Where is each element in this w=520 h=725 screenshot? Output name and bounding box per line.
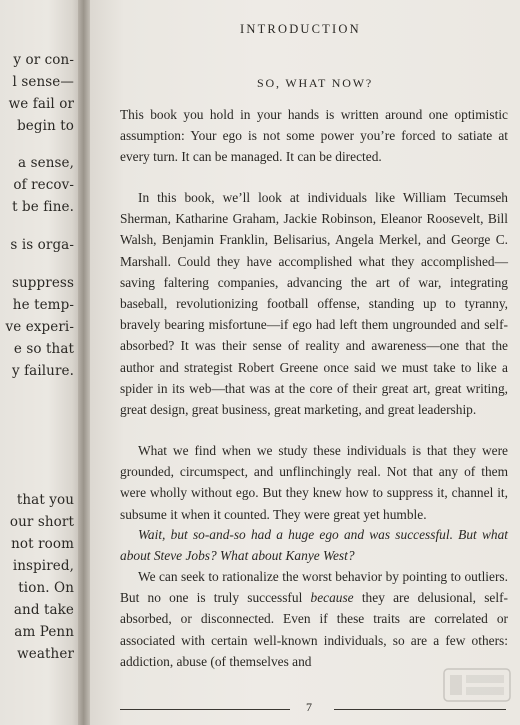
left-page-line: e so that [13, 341, 74, 357]
left-page-line: inspired, [12, 558, 74, 574]
left-page-line: am Penn [14, 624, 74, 640]
left-page-line: of recov- [13, 177, 74, 193]
paragraph-2: In this book, we’ll look at individuals like William Tecumseh Sherman, Katharine Graham, Jackie Robinson, Eleanor Roosevelt, Bill Walsh, Benjamin Franklin, Belisarius, Angela Merkel, and George C. Marshall. Could they have accomplished what they accomplished—saving faltering companies, advancing the art of war, integrating baseball, revolutionizing football offense, standing up to tyranny, bravely bearing misfortune—if ego had left them ungrounded and self-absorbed? It was their sense of reality and awareness—one that the author and strategist Robert Greene once said we must take to like a spider in its web—that was at the core of their great art, great writing, great design, great business, great marketing, and great leadership. [120, 190, 508, 418]
left-page-line: t be fine. [12, 199, 74, 215]
left-page-line: and take [13, 602, 74, 618]
paragraph-4 [120, 524, 508, 566]
watermark-stamp-icon [442, 665, 512, 705]
left-page-line: y or con- [13, 52, 74, 68]
left-page [0, 0, 80, 725]
left-page-line: he temp- [12, 297, 74, 313]
left-page-line: a sense, [18, 155, 74, 171]
paragraph-1: This book you hold in your hands is written around one optimistic assumption: Your ego is not some power you’re forced to satiate at every turn. It can be managed. It can be directed. [120, 107, 508, 165]
left-page-line: begin to [17, 118, 74, 134]
left-page-line: that you [16, 492, 74, 508]
paragraph-5 [120, 566, 508, 672]
paragraph-5-end: they are delusional, self-absorbed, or disconnected. Even if these traits are correlated or associated with certain well-known individuals, so are a few others: addiction, abuse (of themselves and [120, 590, 508, 669]
left-page-line: we fail or [8, 96, 74, 112]
paragraph-5-emphasis: because [310, 590, 354, 606]
left-page-line: tion. On [18, 580, 74, 596]
footer-rule-left [120, 709, 290, 710]
left-page-line: l sense— [12, 74, 74, 90]
running-head: INTRODUCTION [240, 22, 361, 36]
left-page-line: ve experi- [5, 319, 74, 335]
left-page-line: our short [9, 514, 74, 530]
left-page-line: not room [11, 536, 74, 552]
section-title: SO, WHAT NOW? [257, 76, 373, 90]
left-page-line: s is orga- [10, 237, 74, 253]
left-page-line: weather [17, 646, 74, 662]
page-number: 7 [306, 700, 312, 714]
left-page-line: y failure. [11, 363, 74, 379]
footer-rule-right [334, 709, 506, 710]
paragraph-3: What we find when we study these individuals is that they were grounded, circumspect, and unflinchingly real. Not that any of them were wholly without ego. But they knew how to suppress it, channel it, subsume it when it counted. They were great yet humble. [120, 443, 508, 522]
paragraph-5-start: We can seek to rationalize the worst behavior by pointing to outliers. But no one is truly successful [120, 569, 508, 606]
left-page-line: suppress [11, 275, 74, 291]
right-page [90, 0, 520, 725]
italic-quote: Wait, but so-and-so had a huge ego and was successful. But what about Steve Jobs? What about Kanye West? [120, 527, 508, 564]
